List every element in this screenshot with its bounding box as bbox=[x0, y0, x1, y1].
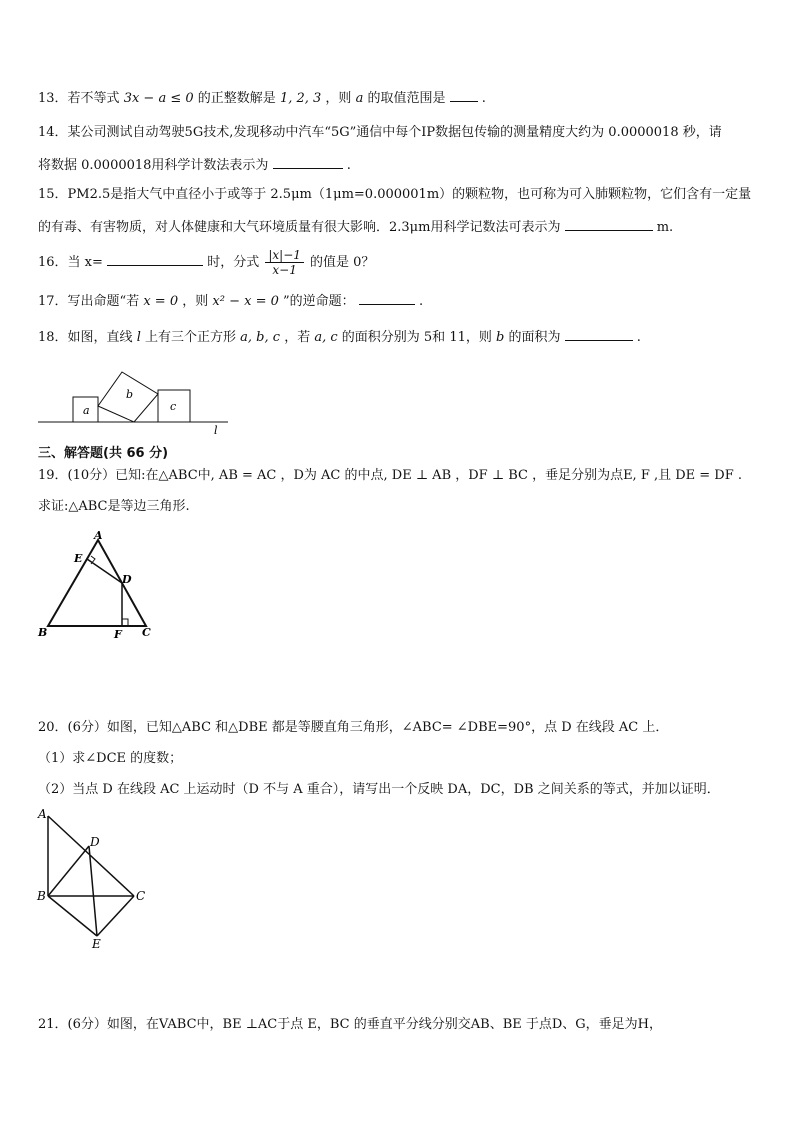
q13-solutions: 1, 2, 3 bbox=[279, 91, 322, 106]
q16-text: 时，分式 bbox=[207, 255, 260, 270]
q15-prefix: 的有毒、有害物质，对人体健康和大气环境质量有很大影响．2.3μm用科学记数法可表示为 bbox=[38, 220, 561, 235]
q18-text-3: 的面积分别为 5和 11，则 bbox=[341, 330, 492, 345]
question-19-line-1: 19．(10分）已知:在△ABC中, AB = AC ，D为 AC 的中点, DE ⊥ AB ，DF ⊥ BC ，垂足分别为点E, F ,且 DE = DF . bbox=[38, 468, 743, 483]
q13-prefix: 13．若不等式 bbox=[38, 91, 120, 106]
q18-label-b: b bbox=[126, 388, 134, 401]
q18-squares: a, b, c bbox=[240, 330, 281, 345]
q18-prefix: 18．如图，直线 bbox=[38, 330, 133, 345]
q20-label-d: D bbox=[90, 835, 100, 849]
q13-inequality: 3x − a ≤ 0 bbox=[123, 91, 194, 106]
q16-prefix: 16．当 x= bbox=[38, 255, 103, 270]
q16-denominator: x−1 bbox=[272, 263, 297, 277]
q20-segment-be bbox=[48, 896, 97, 936]
q17-prefix: 17．写出命题“若 bbox=[38, 294, 140, 309]
q18-line-var: l bbox=[136, 330, 141, 345]
question-14-line-1: 14．某公司测试自动驾驶5G技术,发现移动中汽车“5G”通信中每个IP数据包传输的测量精度大约为 0.0000018 秒，请 bbox=[38, 125, 722, 140]
q19-label-e: E bbox=[74, 552, 83, 565]
q20-label-e: E bbox=[92, 937, 101, 950]
q18-label-a: a bbox=[83, 404, 90, 417]
q17-suffix: ”的逆命题： bbox=[283, 294, 355, 309]
q19-figure bbox=[34, 530, 164, 642]
q13-answer-blank[interactable] bbox=[450, 89, 478, 102]
question-21-line-1: 21．(6分）如图，在VABC中，BE ⊥AC于点 E，BC 的垂直平分线分别交AB、BE 于点D、G，垂足为H， bbox=[38, 1017, 663, 1032]
q19-label-b: B bbox=[38, 626, 48, 639]
q16-fraction bbox=[265, 248, 304, 277]
q14-prefix: 将数据 0.0000018用科学计数法表示为 bbox=[38, 158, 269, 173]
question-13 bbox=[38, 89, 486, 108]
q18-figure bbox=[36, 360, 236, 436]
q20-label-c: C bbox=[136, 889, 146, 903]
q15-end: m. bbox=[656, 220, 674, 235]
question-20-line-2: （1）求∠DCE 的度数； bbox=[38, 751, 183, 766]
question-14-line-2 bbox=[38, 156, 351, 175]
q17-end: . bbox=[418, 294, 424, 309]
q13-text: 的正整数解是 bbox=[197, 91, 276, 106]
q14-end: . bbox=[346, 158, 351, 173]
q13-end: . bbox=[481, 91, 486, 106]
q19-label-f: F bbox=[114, 628, 122, 641]
q15-answer-blank[interactable] bbox=[565, 218, 653, 231]
q13-variable: a bbox=[355, 91, 364, 106]
q18-text: 上有三个正方形 bbox=[145, 330, 237, 345]
q19-label-d: D bbox=[122, 573, 132, 586]
q17-condition: x = 0 bbox=[143, 294, 179, 309]
question-15-line-2 bbox=[38, 218, 673, 237]
q20-segment-ec bbox=[97, 896, 134, 936]
q19-right-angle-f bbox=[122, 619, 128, 626]
q18-answer-blank[interactable] bbox=[565, 328, 633, 341]
q20-segment-ac bbox=[48, 816, 134, 896]
q14-answer-blank[interactable] bbox=[273, 156, 343, 169]
q17-text: ，则 bbox=[182, 294, 209, 309]
q19-label-a: A bbox=[94, 530, 103, 542]
q18-text-2: ，若 bbox=[284, 330, 311, 345]
question-19-line-2: 求证:△ABC是等边三角形. bbox=[38, 499, 190, 514]
q20-segment-bd bbox=[48, 846, 89, 896]
q17-conclusion: x² − x = 0 bbox=[212, 294, 279, 309]
q20-label-b: B bbox=[37, 889, 46, 903]
q18-suffix: 的面积为 bbox=[508, 330, 561, 345]
question-20-line-3: （2）当点 D 在线段 AC 上运动时（D 不与 A 重合），请写出一个反映 DA，DC，DB 之间关系的等式，并加以证明． bbox=[38, 782, 720, 797]
q18-end: . bbox=[636, 330, 641, 345]
question-20-line-1: 20．(6分）如图，已知△ABC 和△DBE 都是等腰直角三角形，∠ABC= ∠DBE=90°，点 D 在线段 AC 上． bbox=[38, 720, 669, 735]
question-18 bbox=[38, 328, 641, 347]
question-15-line-1: 15．PM2.5是指大气中直径小于或等于 2.5μm（1μm=0.000001m）的颗粒物，也可称为可入肺颗粒物，它们含有一定量 bbox=[38, 187, 752, 202]
q20-label-a: A bbox=[38, 807, 47, 821]
q18-label-l: l bbox=[214, 424, 218, 436]
q13-suffix: 的取值范围是 bbox=[367, 91, 446, 106]
q20-figure bbox=[34, 806, 154, 950]
q16-suffix: 的值是 0？ bbox=[310, 255, 375, 270]
q16-numerator: |x|−1 bbox=[265, 248, 304, 263]
q13-text-2: ，则 bbox=[325, 91, 352, 106]
q19-label-c: C bbox=[142, 626, 151, 639]
q18-label-c: c bbox=[170, 400, 177, 413]
section-3-title: 三、解答题(共 66 分) bbox=[38, 446, 169, 461]
question-16 bbox=[38, 248, 374, 278]
q17-answer-blank[interactable] bbox=[359, 292, 415, 305]
q16-answer-blank[interactable] bbox=[107, 253, 203, 266]
question-17 bbox=[38, 292, 423, 311]
q18-b: b bbox=[496, 330, 505, 345]
q18-ac: a, c bbox=[314, 330, 338, 345]
